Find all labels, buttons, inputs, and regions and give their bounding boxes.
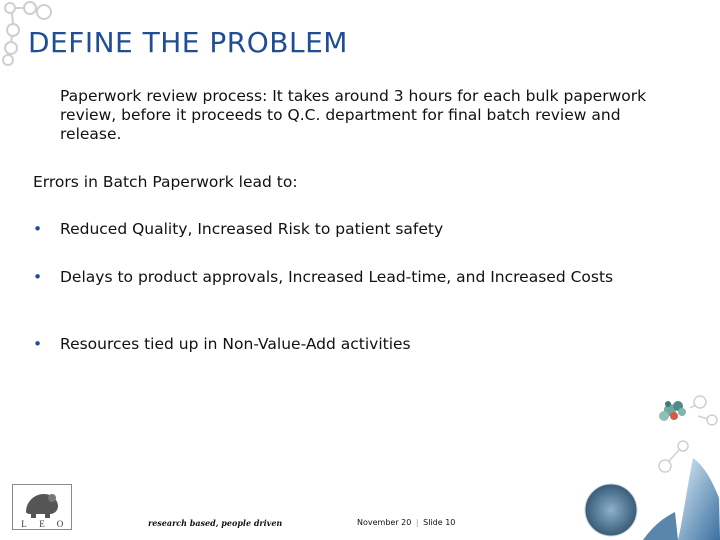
logo-letter: E bbox=[39, 519, 45, 529]
bullet-icon: • bbox=[33, 335, 43, 353]
slide-title: DEFINE THE PROBLEM bbox=[28, 26, 348, 59]
leo-logo bbox=[12, 484, 72, 530]
logo-letter: L bbox=[21, 519, 27, 529]
footer-separator: | bbox=[415, 518, 419, 527]
bullet-item bbox=[33, 335, 411, 354]
bullet-text: Resources tied up in Non-Value-Add activities bbox=[60, 335, 411, 353]
lead-text: Errors in Batch Paperwork lead to: bbox=[33, 173, 298, 191]
bullet-item bbox=[33, 268, 670, 287]
bullet-icon: • bbox=[33, 220, 43, 238]
logo-letter: O bbox=[56, 519, 64, 529]
slide-number: Slide 10 bbox=[423, 518, 456, 527]
bullet-item bbox=[33, 220, 443, 239]
corner-photo-graphic bbox=[583, 438, 720, 540]
bullet-text: Delays to product approvals, Increased Lead-time, and Increased Costs bbox=[60, 268, 614, 286]
footer-date bbox=[357, 518, 455, 527]
footer-date-text: November 20 bbox=[357, 518, 412, 527]
bullet-text: Reduced Quality, Increased Risk to patient safety bbox=[60, 220, 444, 238]
bullet-icon: • bbox=[33, 268, 43, 286]
intro-paragraph: Paperwork review process: It takes around 3 hours for each bulk paperwork review, before it proceeds to Q.C. department for final batch review and release. bbox=[60, 87, 647, 143]
footer-tagline: research based, people driven bbox=[148, 518, 283, 528]
